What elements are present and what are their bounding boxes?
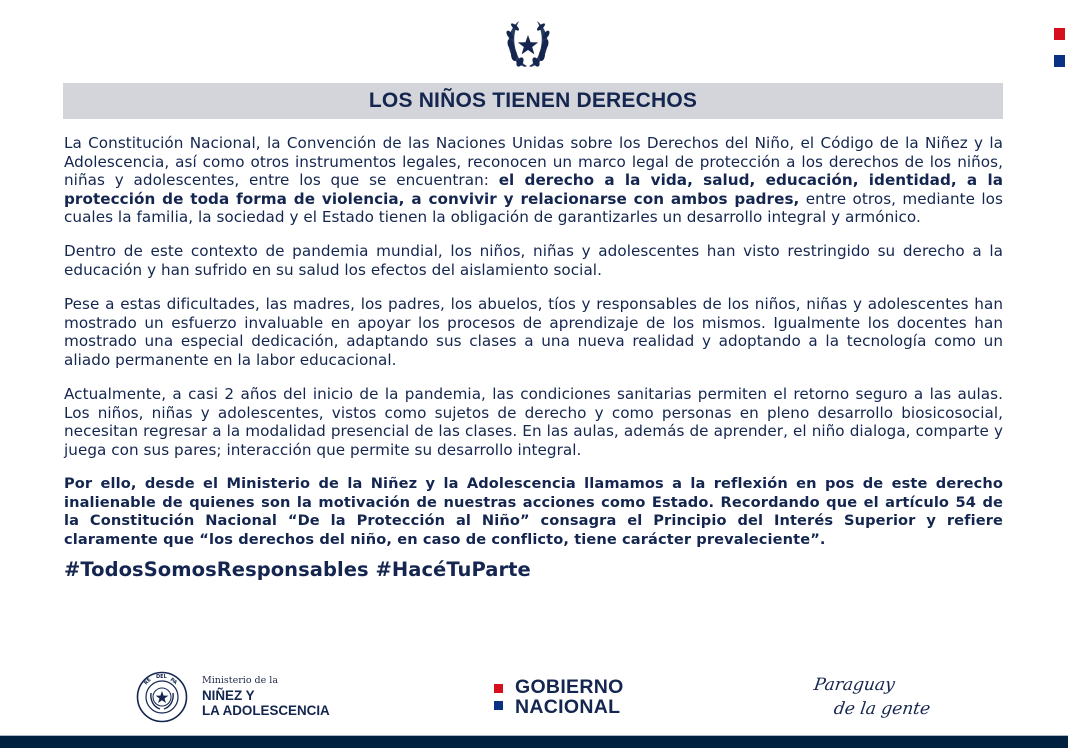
blue-square-icon: [1054, 55, 1065, 67]
paraguay-de-la-gente-logo: [810, 667, 935, 727]
hashtags: #TodosSomosResponsables #HacéTuParte: [64, 558, 531, 582]
paragraph-rights-intro: La Constitución Nacional, la Convención de las Naciones Unidas sobre los Derechos del Niño, el Código de la Niñez y la Adolescencia, así como otros instrumentos legales, reconocen un marco legal de protección a los derechos de los niños, niñas y adolescentes, entre los que se encuentran:: [64, 134, 1003, 190]
corner-flag-squares: [1054, 28, 1068, 82]
svg-text:DEL: DEL: [156, 674, 167, 680]
paraguay-line1: Paraguay: [812, 675, 897, 695]
paragraph-rights-bold: el derecho a la vida, salud, educación, identidad, a la protección de toda forma de violencia, a convivir y relacionarse con ambos padres,: [64, 171, 1004, 208]
svg-text:PA: PA: [168, 676, 178, 687]
paragraph-rights: [64, 134, 1003, 227]
paragraph-pandemic: Dentro de este contexto de pandemia mundial, los niños, niñas y adolescentes han visto restringido su derecho a la educación y han sufrido en su salud los efectos del aislamiento social.: [64, 242, 1003, 280]
ministerio-line1: NIÑEZ Y: [202, 688, 255, 704]
red-square-icon: [494, 684, 503, 693]
red-square-icon: [1054, 28, 1065, 40]
footer-logos: [0, 665, 1068, 730]
paragraph-rights-outro: entre otros, mediante los cuales la familia, la sociedad y el Estado tienen la obligación de garantizarles un desarrollo integral y armónico.: [64, 189, 1003, 227]
body-text: [64, 134, 1003, 598]
paraguay-line2: de la gente: [832, 699, 932, 719]
gobierno-line2: NACIONAL: [515, 696, 621, 718]
ministerio-logo: [136, 671, 330, 723]
national-seal-icon: [136, 671, 188, 723]
title-banner: [63, 83, 1003, 119]
page-title: LOS NIÑOS TIENEN DERECHOS: [368, 89, 698, 112]
bottom-bar: [0, 735, 1068, 748]
gobierno-line1: GOBIERNO: [515, 676, 624, 698]
ministerio-small-label: Ministerio de la: [202, 674, 278, 686]
star-wreath-emblem-icon: [503, 15, 553, 73]
blue-square-icon: [494, 701, 503, 710]
gobierno-nacional-logo: [494, 677, 624, 717]
svg-text:RE: RE: [143, 677, 153, 687]
paragraph-reflection: Por ello, desde el Ministerio de la Niñez y la Adolescencia llamamos a la reflexión en pos de este derecho inalienable de quienes son la motivación de nuestras acciones como Estado. Recordando que el artículo 54 de la Constitución Nacional “De la Protección al Niño” consagra el Principio del Interés Superior y refiere claramente que “los derechos del niño, en caso de conflicto, tiene carácter prevaleciente”.: [64, 474, 1003, 548]
paragraph-efforts: Pese a estas dificultades, las madres, los padres, los abuelos, tíos y responsables de los niños, niñas y adolescentes han mostrado un esfuerzo invaluable en apoyar los procesos de aprendizaje de los mismos. Igualmente los docentes han mostrado una especial dedicación, adaptando sus clases a una nueva realidad y adoptando a la tecnología como un aliado permanente en la labor educacional.: [64, 295, 1003, 369]
ministerio-line2: LA ADOLESCENCIA: [202, 703, 330, 719]
paragraph-return: Actualmente, a casi 2 años del inicio de la pandemia, las condiciones sanitarias permiten el retorno seguro a las aulas. Los niños, niñas y adolescentes, vistos como sujetos de derecho y como personas en pleno desarrollo biosicosocial, necesitan regresar a la modalidad presencial de las clases. En las aulas, además de aprender, el niño dialoga, comparte y juega con sus pares; interacción que permite su desarrollo integral.: [64, 385, 1003, 459]
